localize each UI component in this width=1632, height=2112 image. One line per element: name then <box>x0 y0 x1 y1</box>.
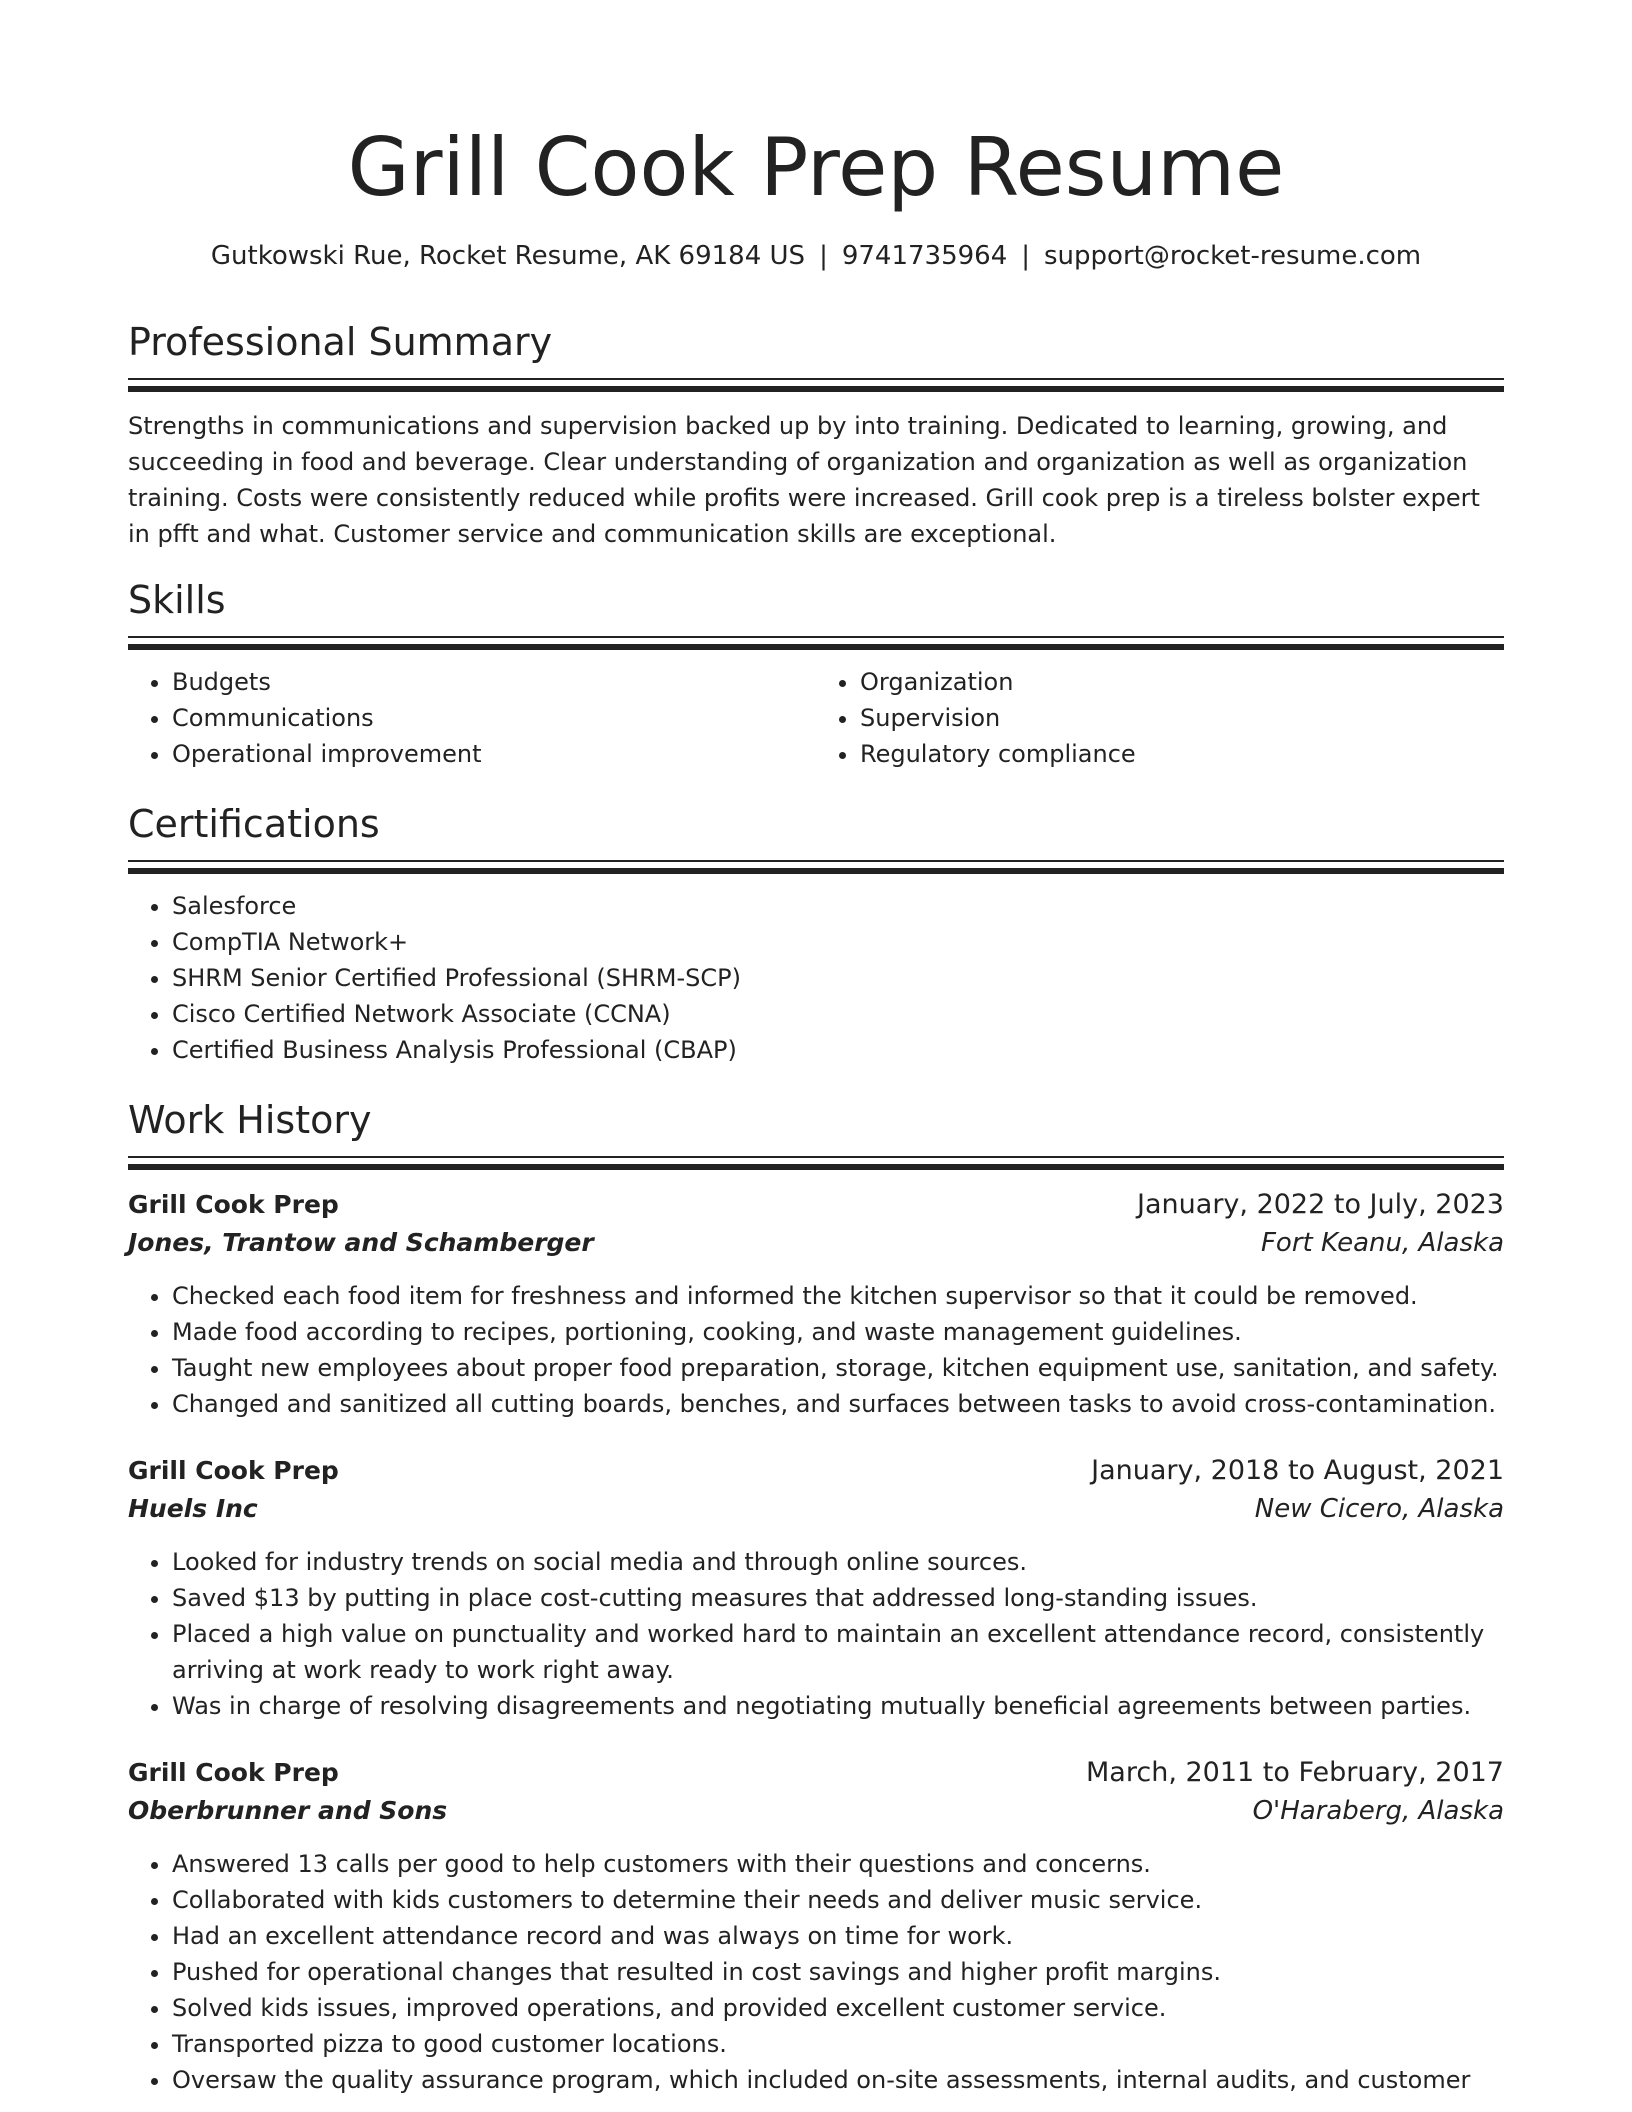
section-divider <box>128 860 1504 862</box>
section-divider <box>128 1164 1504 1170</box>
job-bullet: • Checked each food item for freshness and informed the kitchen supervisor so that it could be removed. <box>172 1278 1504 1314</box>
section-divider <box>128 378 1504 380</box>
skill-item: • Budgets <box>172 664 816 700</box>
job-bullet: • Taught new employees about proper food preparation, storage, kitchen equipment use, sanitation, and safety. <box>172 1350 1504 1386</box>
skills-list-right <box>816 664 1504 772</box>
contact-email: support@rocket-resume.com <box>1044 241 1422 271</box>
job-bullet: • Saved $13 by putting in place cost-cutting measures that addressed long-standing issues. <box>172 1580 1504 1616</box>
contact-separator: | <box>1021 241 1031 271</box>
job-company: Oberbrunner and Sons <box>128 1796 448 1825</box>
resume-title: Grill Cook Prep Resume <box>347 121 1285 214</box>
certifications-list <box>128 888 1504 1068</box>
job-entry <box>128 1186 1504 1422</box>
skill-item: • Supervision <box>860 700 1504 736</box>
job-location: New Cicero, Alaska <box>1254 1494 1504 1524</box>
job-bullets <box>128 1278 1504 1422</box>
job-bullets <box>128 1544 1504 1724</box>
summary-heading: Professional Summary <box>128 320 553 364</box>
summary-text: Strengths in communications and supervision backed up by into training. Dedicated to learning, growing, and succeeding in food and beverage. Clear understanding of organization and organization as well as organization training. Costs were consistently reduced while profits were increased. Grill cook prep is a tireless bolster expert in pfft and what. Customer service and communication skills are exceptional. <box>128 412 1480 548</box>
job-bullet: • Oversaw the quality assurance program, which included on-site assessments, internal audits, and customer <box>172 2062 1504 2098</box>
job-location: Fort Keanu, Alaska <box>1260 1228 1504 1258</box>
contact-phone: 9741735964 <box>841 241 1008 271</box>
skill-item: • Organization <box>860 664 1504 700</box>
resume-page <box>128 0 1504 2112</box>
job-company: Jones, Trantow and Schamberger <box>128 1228 594 1257</box>
certification-item: • Cisco Certified Network Associate (CCNA) <box>172 996 1504 1032</box>
job-bullet: • Changed and sanitized all cutting boards, benches, and surfaces between tasks to avoid cross-contamination. <box>172 1386 1504 1422</box>
summary-section <box>128 316 1504 552</box>
skills-section <box>128 574 1504 772</box>
certification-item: • Salesforce <box>172 888 1504 924</box>
job-entry <box>128 1452 1504 1724</box>
certification-item: • CompTIA Network+ <box>172 924 1504 960</box>
skill-item: • Communications <box>172 700 816 736</box>
job-title: Grill Cook Prep <box>128 1190 339 1219</box>
work-history-heading: Work History <box>128 1098 372 1142</box>
section-divider <box>128 386 1504 392</box>
contact-address: Gutkowski Rue, Rocket Resume, AK 69184 US <box>210 241 806 271</box>
job-entry <box>128 1754 1504 2098</box>
job-title: Grill Cook Prep <box>128 1456 339 1485</box>
skills-heading: Skills <box>128 578 226 622</box>
contact-separator: | <box>819 241 828 271</box>
job-bullet: • Made food according to recipes, portioning, cooking, and waste management guidelines. <box>172 1314 1504 1350</box>
job-title: Grill Cook Prep <box>128 1758 339 1787</box>
skill-item: • Regulatory compliance <box>860 736 1504 772</box>
section-divider <box>128 636 1504 638</box>
work-history-section <box>128 1094 1504 2098</box>
certifications-section <box>128 798 1504 1068</box>
skills-list-left <box>128 664 816 772</box>
job-bullet: • Had an excellent attendance record and was always on time for work. <box>172 1918 1504 1954</box>
job-bullet: • Answered 13 calls per good to help customers with their questions and concerns. <box>172 1846 1504 1882</box>
job-company: Huels Inc <box>128 1494 258 1523</box>
job-bullet: • Looked for industry trends on social media and through online sources. <box>172 1544 1504 1580</box>
job-bullet: • Was in charge of resolving disagreements and negotiating mutually beneficial agreements between parties. <box>172 1688 1504 1724</box>
job-dates: January, 2022 to July, 2023 <box>1137 1189 1504 1220</box>
certifications-heading: Certifications <box>128 802 380 846</box>
contact-line <box>128 238 1504 274</box>
skills-grid <box>128 664 1504 772</box>
job-bullet: • Solved kids issues, improved operations, and provided excellent customer service. <box>172 1990 1504 2026</box>
job-bullet: • Transported pizza to good customer locations. <box>172 2026 1504 2062</box>
skill-item: • Operational improvement <box>172 736 816 772</box>
job-bullet: • Collaborated with kids customers to determine their needs and deliver music service. <box>172 1882 1504 1918</box>
job-location: O'Haraberg, Alaska <box>1252 1796 1504 1826</box>
certification-item: • Certified Business Analysis Professional (CBAP) <box>172 1032 1504 1068</box>
job-bullets <box>128 1846 1504 2098</box>
certification-item: • SHRM Senior Certified Professional (SHRM-SCP) <box>172 960 1504 996</box>
section-divider <box>128 868 1504 874</box>
section-divider <box>128 1156 1504 1158</box>
section-divider <box>128 644 1504 650</box>
job-bullet: • Pushed for operational changes that resulted in cost savings and higher profit margins. <box>172 1954 1504 1990</box>
job-bullet: • Placed a high value on punctuality and worked hard to maintain an excellent attendance record, consistently arriving at work ready to work right away. <box>172 1616 1504 1688</box>
job-dates: January, 2018 to August, 2021 <box>1091 1455 1504 1486</box>
job-dates: March, 2011 to February, 2017 <box>1086 1757 1504 1788</box>
